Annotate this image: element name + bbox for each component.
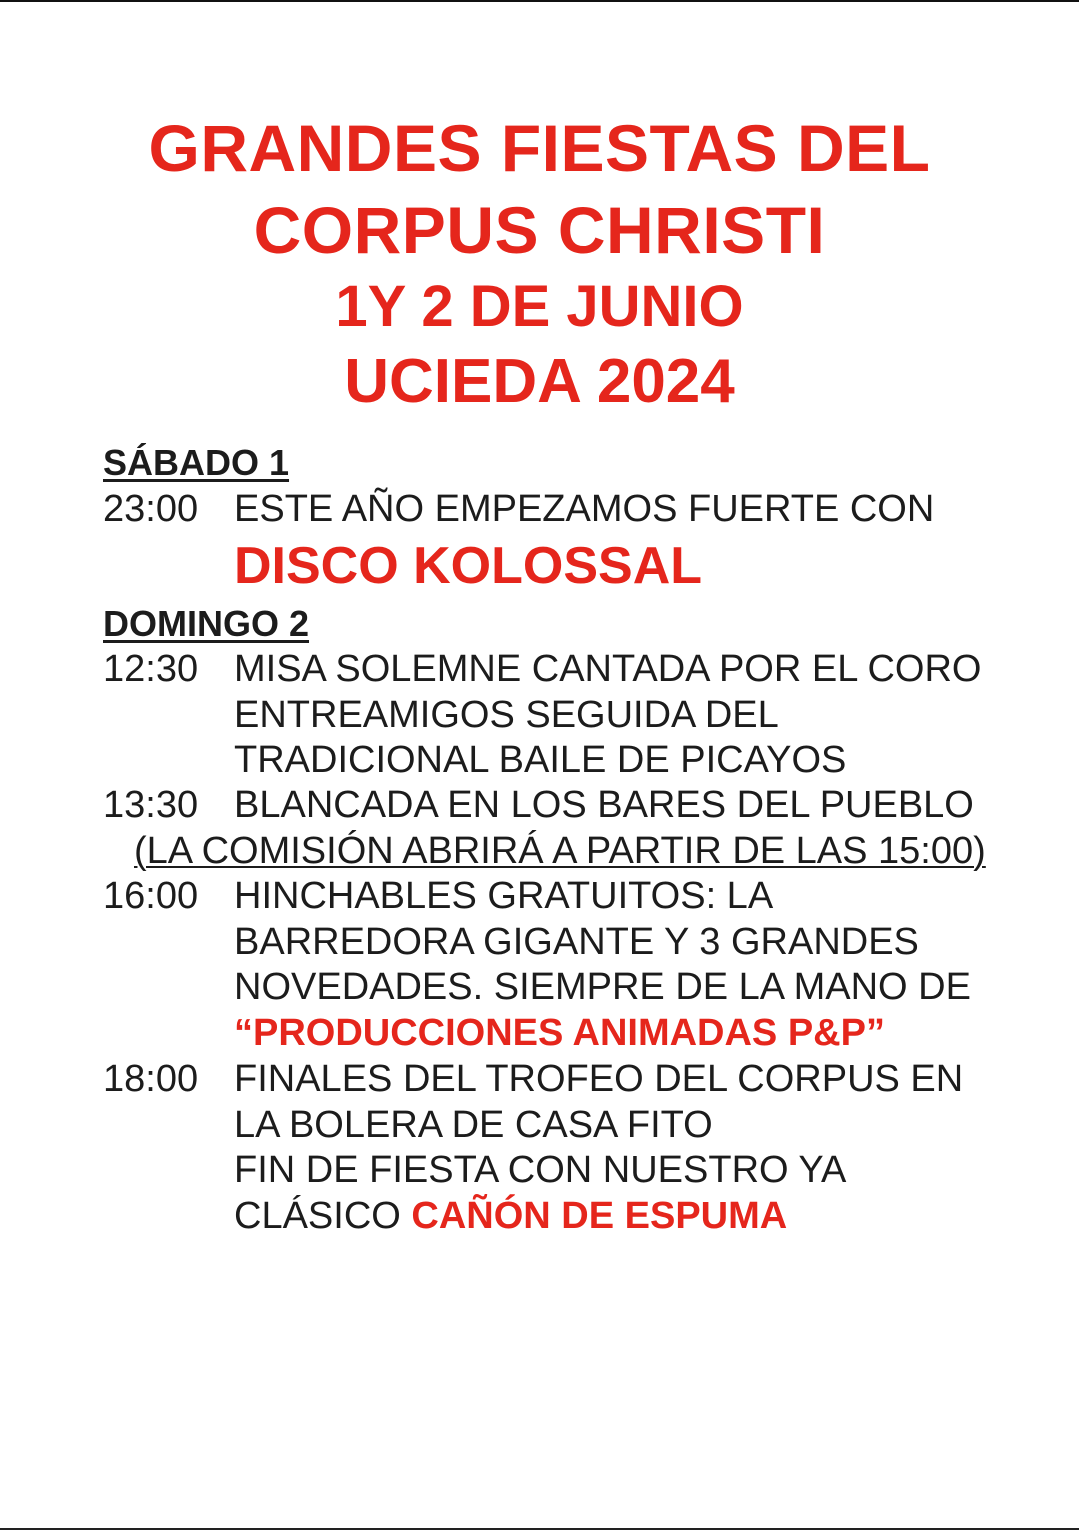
event-time: 13:30 — [103, 784, 199, 826]
event-time: 23:00 — [103, 488, 199, 530]
poster-place-year: UCIEDA 2024 — [344, 347, 735, 416]
event-highlight: CAÑÓN DE ESPUMA — [411, 1195, 788, 1237]
event-description-final — [234, 1195, 787, 1238]
event-description: HINCHABLES GRATUITOS: LA — [234, 875, 774, 917]
event-description: ENTREAMIGOS SEGUIDA DEL — [234, 694, 779, 736]
event-description: BARREDORA GIGANTE Y 3 GRANDES — [234, 921, 919, 963]
event-time: 12:30 — [103, 648, 199, 690]
event-description: NOVEDADES. SIEMPRE DE LA MANO DE — [234, 966, 971, 1008]
event-description: TRADICIONAL BAILE DE PICAYOS — [234, 739, 847, 781]
event-time: 16:00 — [103, 875, 199, 917]
poster-title-line-2: CORPUS CHRISTI — [253, 193, 826, 267]
event-highlight: DISCO KOLOSSAL — [234, 537, 703, 595]
poster-title-line-1: GRANDES FIESTAS DEL — [148, 111, 931, 185]
event-description: LA BOLERA DE CASA FITO — [234, 1104, 713, 1146]
day-heading-saturday: SÁBADO 1 — [103, 442, 290, 483]
event-time: 18:00 — [103, 1058, 199, 1100]
day-heading-sunday: DOMINGO 2 — [103, 603, 310, 644]
event-description: MISA SOLEMNE CANTADA POR EL CORO — [234, 648, 982, 690]
event-description: BLANCADA EN LOS BARES DEL PUEBLO — [234, 784, 974, 826]
event-description: FINALES DEL TROFEO DEL CORPUS EN — [234, 1058, 964, 1100]
event-note: (LA COMISIÓN ABRIRÁ A PARTIR DE LAS 15:00) — [134, 830, 986, 872]
event-description: ESTE AÑO EMPEZAMOS FUERTE CON — [234, 488, 935, 530]
event-description: CLÁSICO — [234, 1195, 412, 1237]
top-border — [0, 0, 1079, 2]
event-highlight: “PRODUCCIONES ANIMADAS P&P” — [234, 1012, 885, 1054]
event-description: FIN DE FIESTA CON NUESTRO YA — [234, 1149, 847, 1191]
poster-dates: 1Y 2 DE JUNIO — [335, 274, 744, 339]
